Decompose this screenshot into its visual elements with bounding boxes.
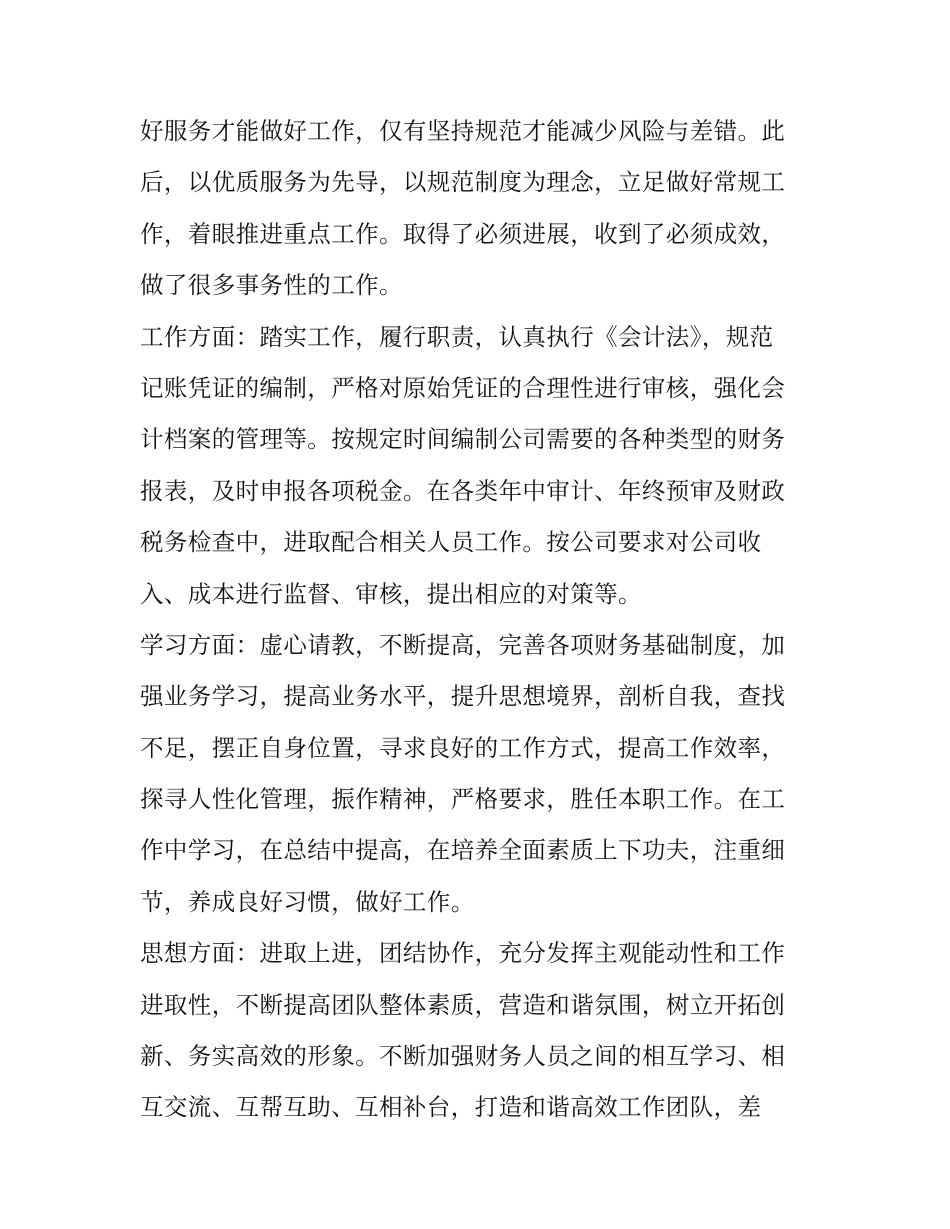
text-line: 强业务学习，提高业务水平，提升思想境界，剖析自我，查找 <box>140 682 786 711</box>
text-line: 新、务实高效的形象。不断加强财务人员之间的相互学习、相 <box>140 1042 786 1071</box>
text-line: 学习方面：虚心请教，不断提高，完善各项财务基础制度，加 <box>140 630 786 659</box>
text-line: 入、成本进行监督、审核，提出相应的对策等。 <box>140 579 642 608</box>
text-line: 后，以优质服务为先导，以规范制度为理念，立足做好常规工 <box>140 168 786 197</box>
text-line: 思想方面：进取上进，团结协作，充分发挥主观能动性和工作 <box>140 939 786 968</box>
text-line: 计档案的管理等。按规定时间编制公司需要的各种类型的财务 <box>140 425 786 454</box>
text-line: 探寻人性化管理，振作精神，严格要求，胜任本职工作。在工 <box>140 785 786 814</box>
text-line: 做了很多事务性的工作。 <box>140 271 403 300</box>
text-line: 进取性，不断提高团队整体素质，营造和谐氛围，树立开拓创 <box>140 990 786 1019</box>
text-line: 税务检查中，进取配合相关人员工作。按公司要求对公司收 <box>140 528 762 557</box>
text-line: 不足，摆正自身位置，寻求良好的工作方式，提高工作效率， <box>140 733 786 762</box>
text-line: 记账凭证的编制，严格对原始凭证的合理性进行审核，强化会 <box>140 373 786 402</box>
text-line: 报表，及时申报各项税金。在各类年中审计、年终预审及财政 <box>140 476 786 505</box>
text-line: 作，着眼推进重点工作。取得了必须进展，收到了必须成效， <box>140 219 786 248</box>
text-line: 作中学习，在总结中提高，在培养全面素质上下功夫，注重细 <box>140 836 786 865</box>
text-line: 工作方面：踏实工作，履行职责，认真执行《会计法》，规范 <box>140 322 774 351</box>
text-line: 节，养成良好习惯，做好工作。 <box>140 887 475 916</box>
text-line: 互交流、互帮互助、互相补台，打造和谐高效工作团队，差 <box>140 1093 762 1122</box>
body-text <box>140 106 830 1134</box>
text-line: 好服务才能做好工作，仅有坚持规范才能减少风险与差错。此 <box>140 117 786 145</box>
